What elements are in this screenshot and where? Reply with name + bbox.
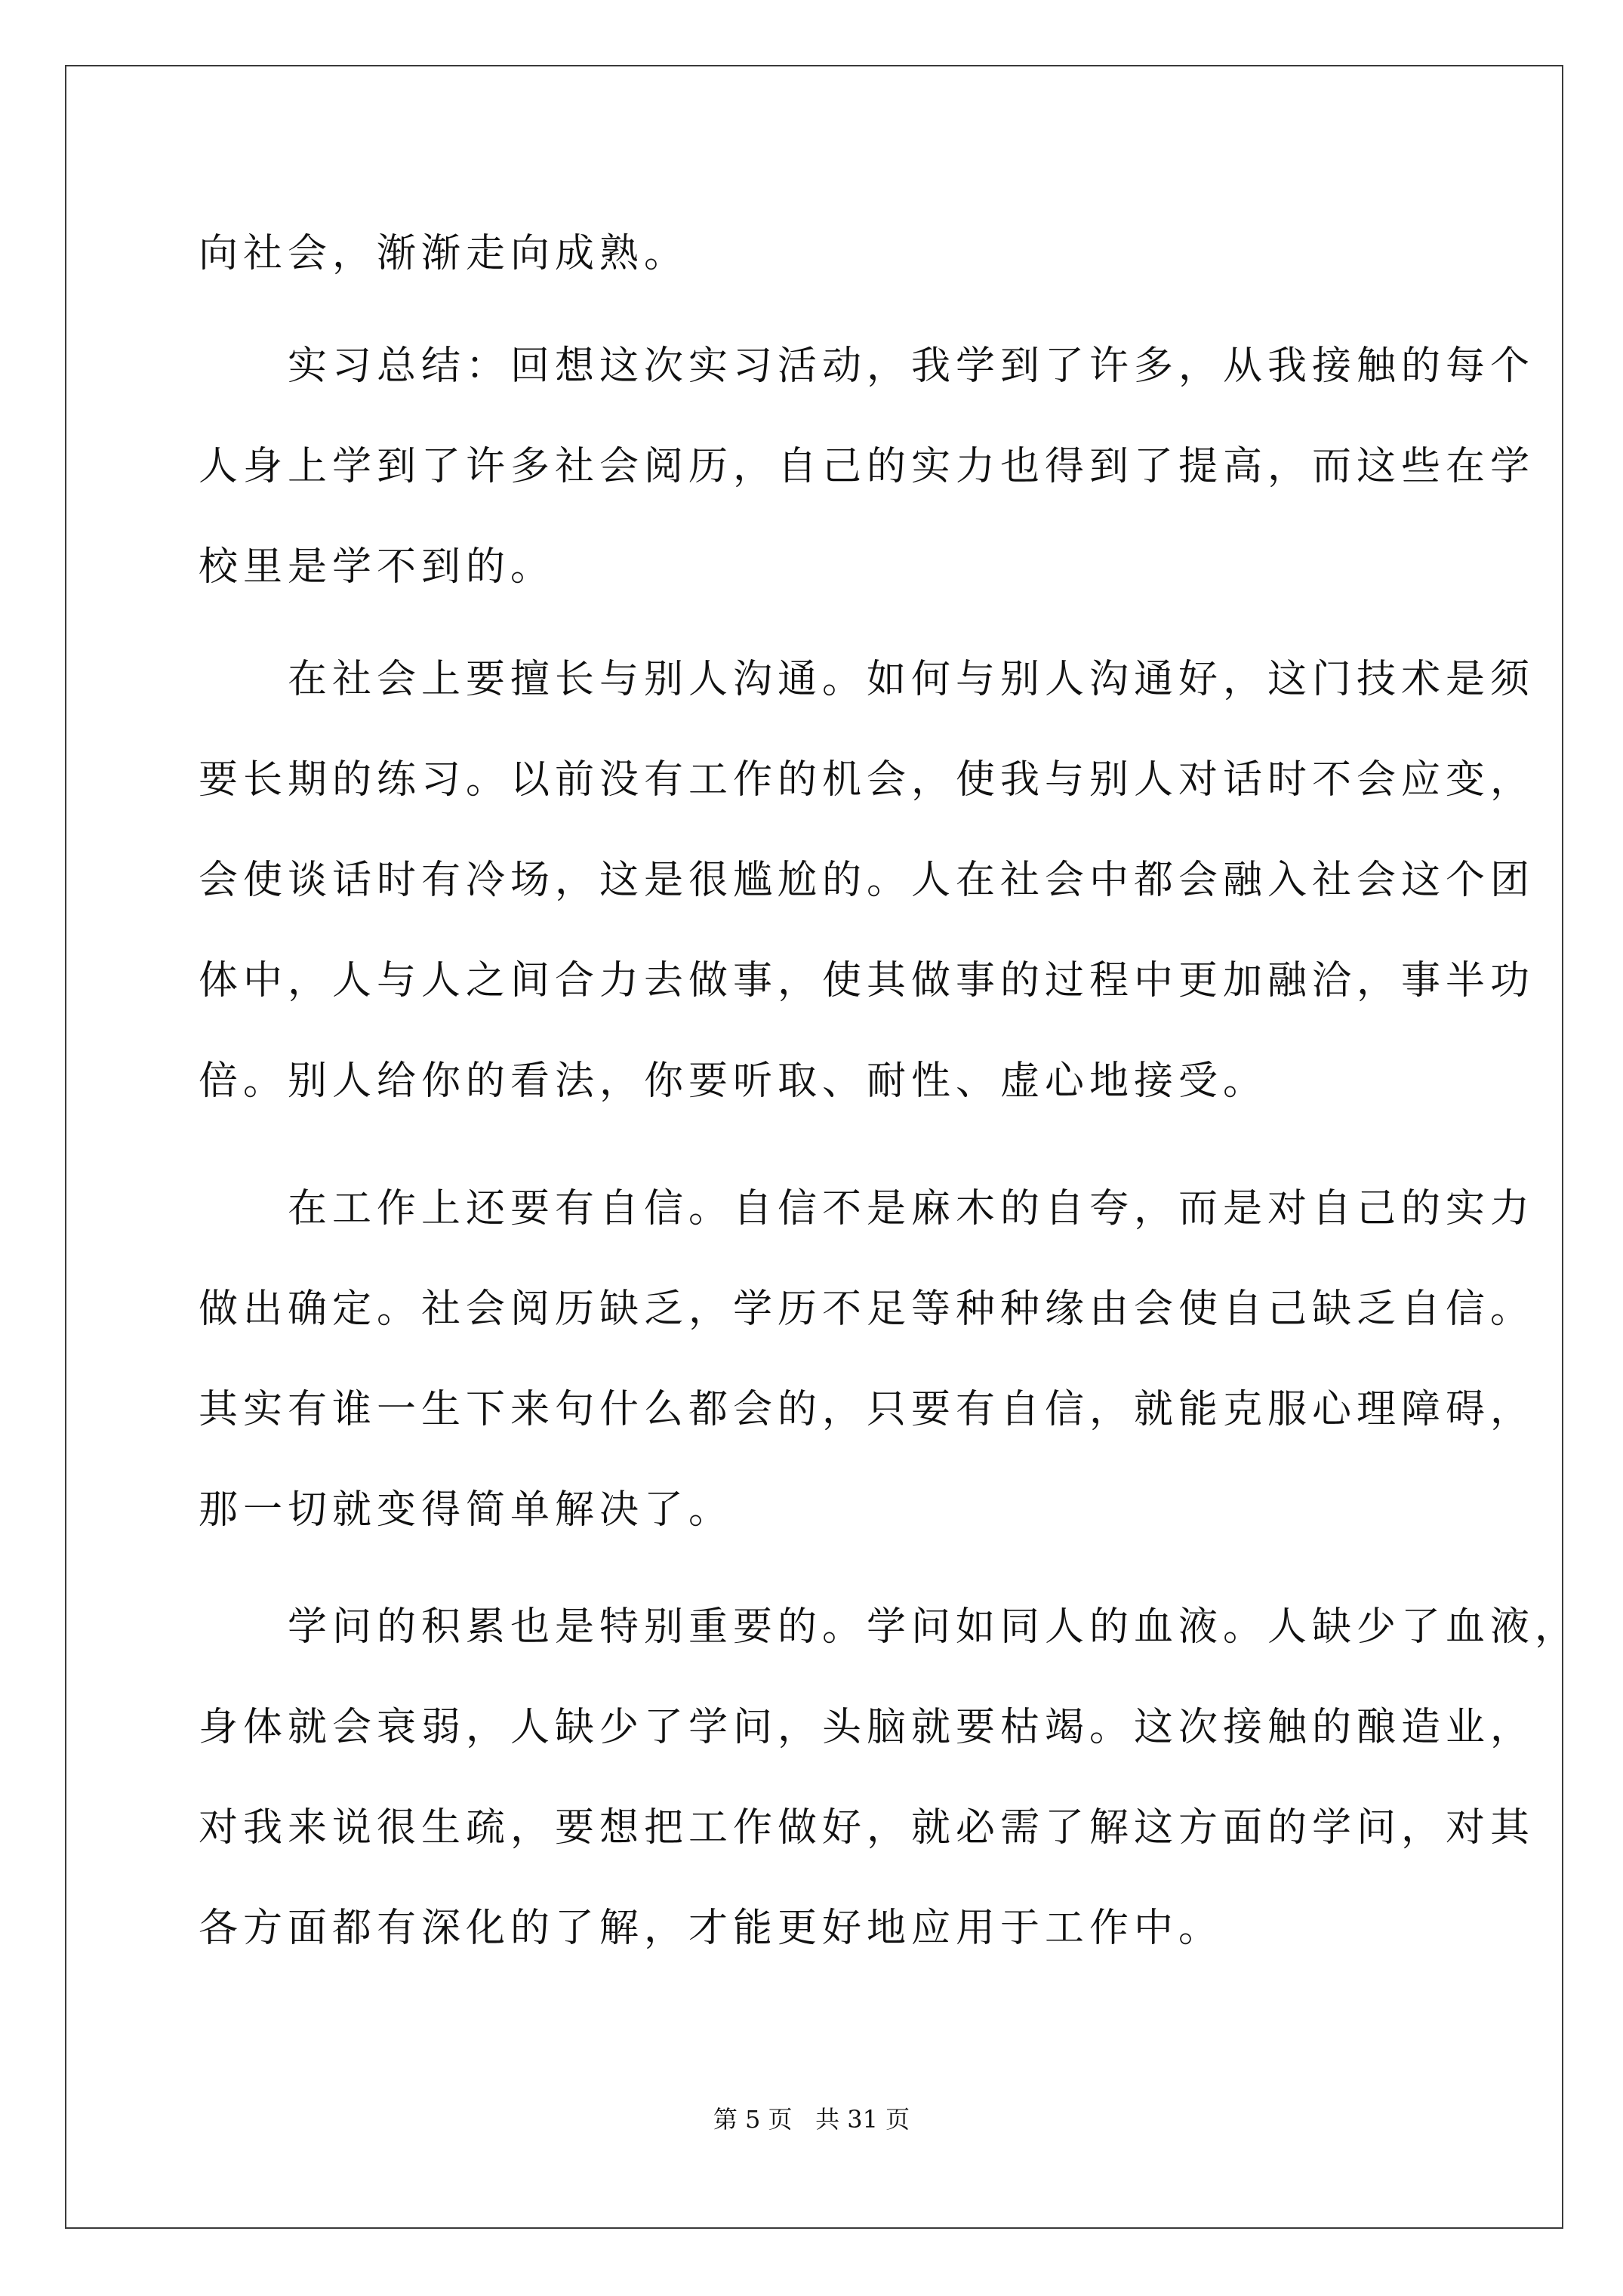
text-line: 实习总结：回想这次实习活动，我学到了许多，从我接触的每个 (199, 344, 1535, 389)
text-line: 体中，人与人之间合力去做事，使其做事的过程中更加融洽，事半功 (199, 958, 1535, 1003)
page-number-footer: 第 5 页 共 31 页 (713, 2105, 910, 2134)
text-line: 在工作上还要有自信。自信不是麻木的自夸，而是对自己的实力 (199, 1186, 1535, 1231)
text-line: 会使谈话时有冷场，这是很尴尬的。人在社会中都会融入社会这个团 (199, 858, 1535, 903)
text-line: 校里是学不到的。 (199, 544, 556, 590)
text-line: 学问的积累也是特别重要的。学问如同人的血液。人缺少了血液， (199, 1604, 1580, 1650)
page-border (65, 65, 1563, 2229)
text-line: 身体就会衰弱，人缺少了学问，头脑就要枯竭。这次接触的酿造业， (199, 1705, 1535, 1750)
text-line: 对我来说很生疏，要想把工作做好，就必需了解这方面的学问，对其 (199, 1805, 1535, 1851)
text-line: 做出确定。社会阅历缺乏，学历不足等种种缘由会使自己缺乏自信。 (199, 1287, 1535, 1332)
text-line: 向社会，渐渐走向成熟。 (199, 231, 689, 276)
text-line: 其实有谁一生下来句什么都会的，只要有自信，就能克服心理障碍， (199, 1387, 1535, 1432)
text-line: 在社会上要擅长与别人沟通。如何与别人沟通好，这门技术是须 (199, 657, 1535, 702)
text-line: 要长期的练习。以前没有工作的机会，使我与别人对话时不会应变， (199, 757, 1535, 803)
text-line: 那一切就变得简单解决了。 (199, 1487, 734, 1533)
text-line: 倍。别人给你的看法，你要听取、耐性、虚心地接受。 (199, 1059, 1268, 1104)
text-line: 各方面都有深化的了解，才能更好地应用于工作中。 (199, 1906, 1224, 1951)
text-line: 人身上学到了许多社会阅历，自己的实力也得到了提高，而这些在学 (199, 444, 1535, 489)
